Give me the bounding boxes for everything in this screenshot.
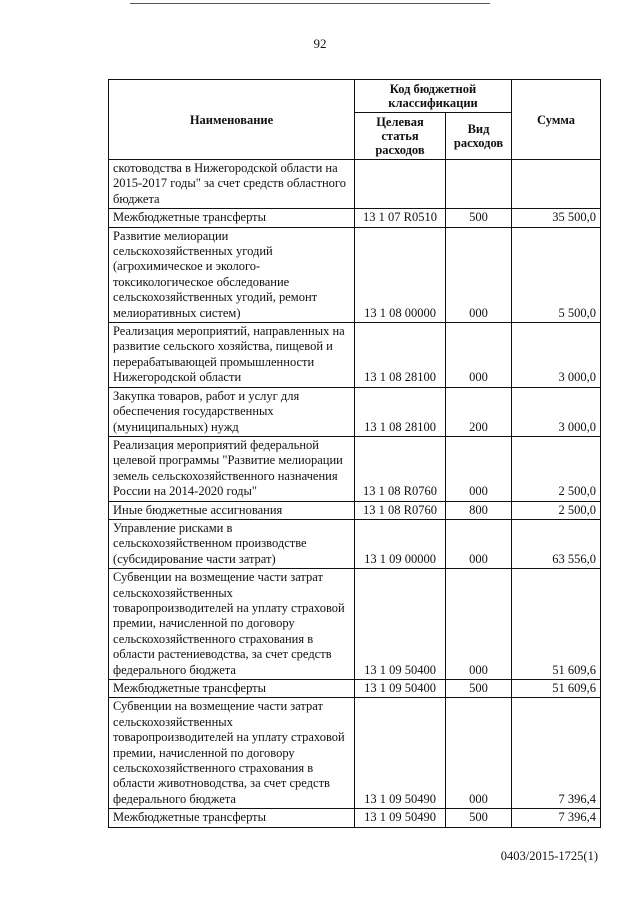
row-sum [512,160,601,209]
row-target-article: 13 1 08 00000 [355,227,446,322]
row-target-article: 13 1 09 50490 [355,809,446,827]
row-expense-type: 000 [446,227,512,322]
table-row [109,569,601,680]
row-name: Иные бюджетные ассигнования [109,501,355,519]
row-sum: 51 609,6 [512,569,601,680]
row-sum: 2 500,0 [512,501,601,519]
row-target-article: 13 1 09 00000 [355,519,446,568]
table-row [109,387,601,436]
row-target-article: 13 1 08 R0760 [355,436,446,501]
table-row [109,436,601,501]
table-row [109,809,601,827]
row-sum: 3 000,0 [512,387,601,436]
row-target-article: 13 1 09 50400 [355,569,446,680]
header-sum: Сумма [512,80,601,160]
row-name: Закупка товаров, работ и услуг для обеспечения государственных (муниципальных) нужд [109,387,355,436]
page-number: 92 [313,36,327,51]
table-header [109,80,601,160]
table-row [109,698,601,809]
row-name: Управление рисками в сельскохозяйственном производстве (субсидирование части затрат) [109,519,355,568]
row-sum: 7 396,4 [512,809,601,827]
row-sum: 51 609,6 [512,680,601,698]
row-expense-type: 000 [446,323,512,388]
row-name: Межбюджетные трансферты [109,680,355,698]
row-target-article: 13 1 09 50400 [355,680,446,698]
row-sum: 3 000,0 [512,323,601,388]
row-sum: 35 500,0 [512,209,601,227]
row-sum: 7 396,4 [512,698,601,809]
row-expense-type: 500 [446,680,512,698]
header-name: Наименование [109,80,355,160]
header-target-article: Целевая статья расходов [355,113,446,160]
row-expense-type: 000 [446,698,512,809]
row-name: Реализация мероприятий федеральной целевой программы "Развитие мелиорации земель сельскохозяйственного назначения России на 2014-2020 годы" [109,436,355,501]
row-name: Субвенции на возмещение части затрат сельскохозяйственных товаропроизводителей на уплату страховой премии, начисленной по договору сельскохозяйственного страхования в области растениеводства, за счет средств федерального бюджета [109,569,355,680]
table-row [109,501,601,519]
row-name: Реализация мероприятий, направленных на развитие сельского хозяйства, пищевой и перерабатывающей промышленности Нижегородской области [109,323,355,388]
top-rule [130,3,490,4]
table-row [109,680,601,698]
table-row [109,323,601,388]
table-row [109,519,601,568]
header-code-group: Код бюджетной классификации [355,80,512,113]
row-expense-type: 500 [446,209,512,227]
header-expense-type: Вид расходов [446,113,512,160]
table-row [109,209,601,227]
row-name: Межбюджетные трансферты [109,809,355,827]
row-expense-type: 200 [446,387,512,436]
row-target-article: 13 1 08 28100 [355,387,446,436]
row-name: скотоводства в Нижегородской области на 2015-2017 годы" за счет средств областного бюджета [109,160,355,209]
document-code: 0403/2015-1725(1) [500,849,598,863]
row-target-article [355,160,446,209]
table-row [109,160,601,209]
row-target-article: 13 1 08 28100 [355,323,446,388]
row-name: Межбюджетные трансферты [109,209,355,227]
row-expense-type: 800 [446,501,512,519]
table-row [109,227,601,322]
table-body [109,160,601,828]
row-target-article: 13 1 07 R0510 [355,209,446,227]
row-name: Развитие мелиорации сельскохозяйственных угодий (агрохимическое и эколого-токсикологическое обследование сельскохозяйственных угодий, ремонт мелиоративных систем) [109,227,355,322]
row-sum: 2 500,0 [512,436,601,501]
row-target-article: 13 1 08 R0760 [355,501,446,519]
row-expense-type [446,160,512,209]
row-expense-type: 000 [446,569,512,680]
row-target-article: 13 1 09 50490 [355,698,446,809]
row-name: Субвенции на возмещение части затрат сельскохозяйственных товаропроизводителей на уплату страховой премии, начисленной по договору сельскохозяйственного страхования в области животноводства, за счет средств федерального бюджета [109,698,355,809]
row-sum: 5 500,0 [512,227,601,322]
row-expense-type: 000 [446,519,512,568]
budget-table [108,79,601,828]
row-expense-type: 000 [446,436,512,501]
row-sum: 63 556,0 [512,519,601,568]
row-expense-type: 500 [446,809,512,827]
